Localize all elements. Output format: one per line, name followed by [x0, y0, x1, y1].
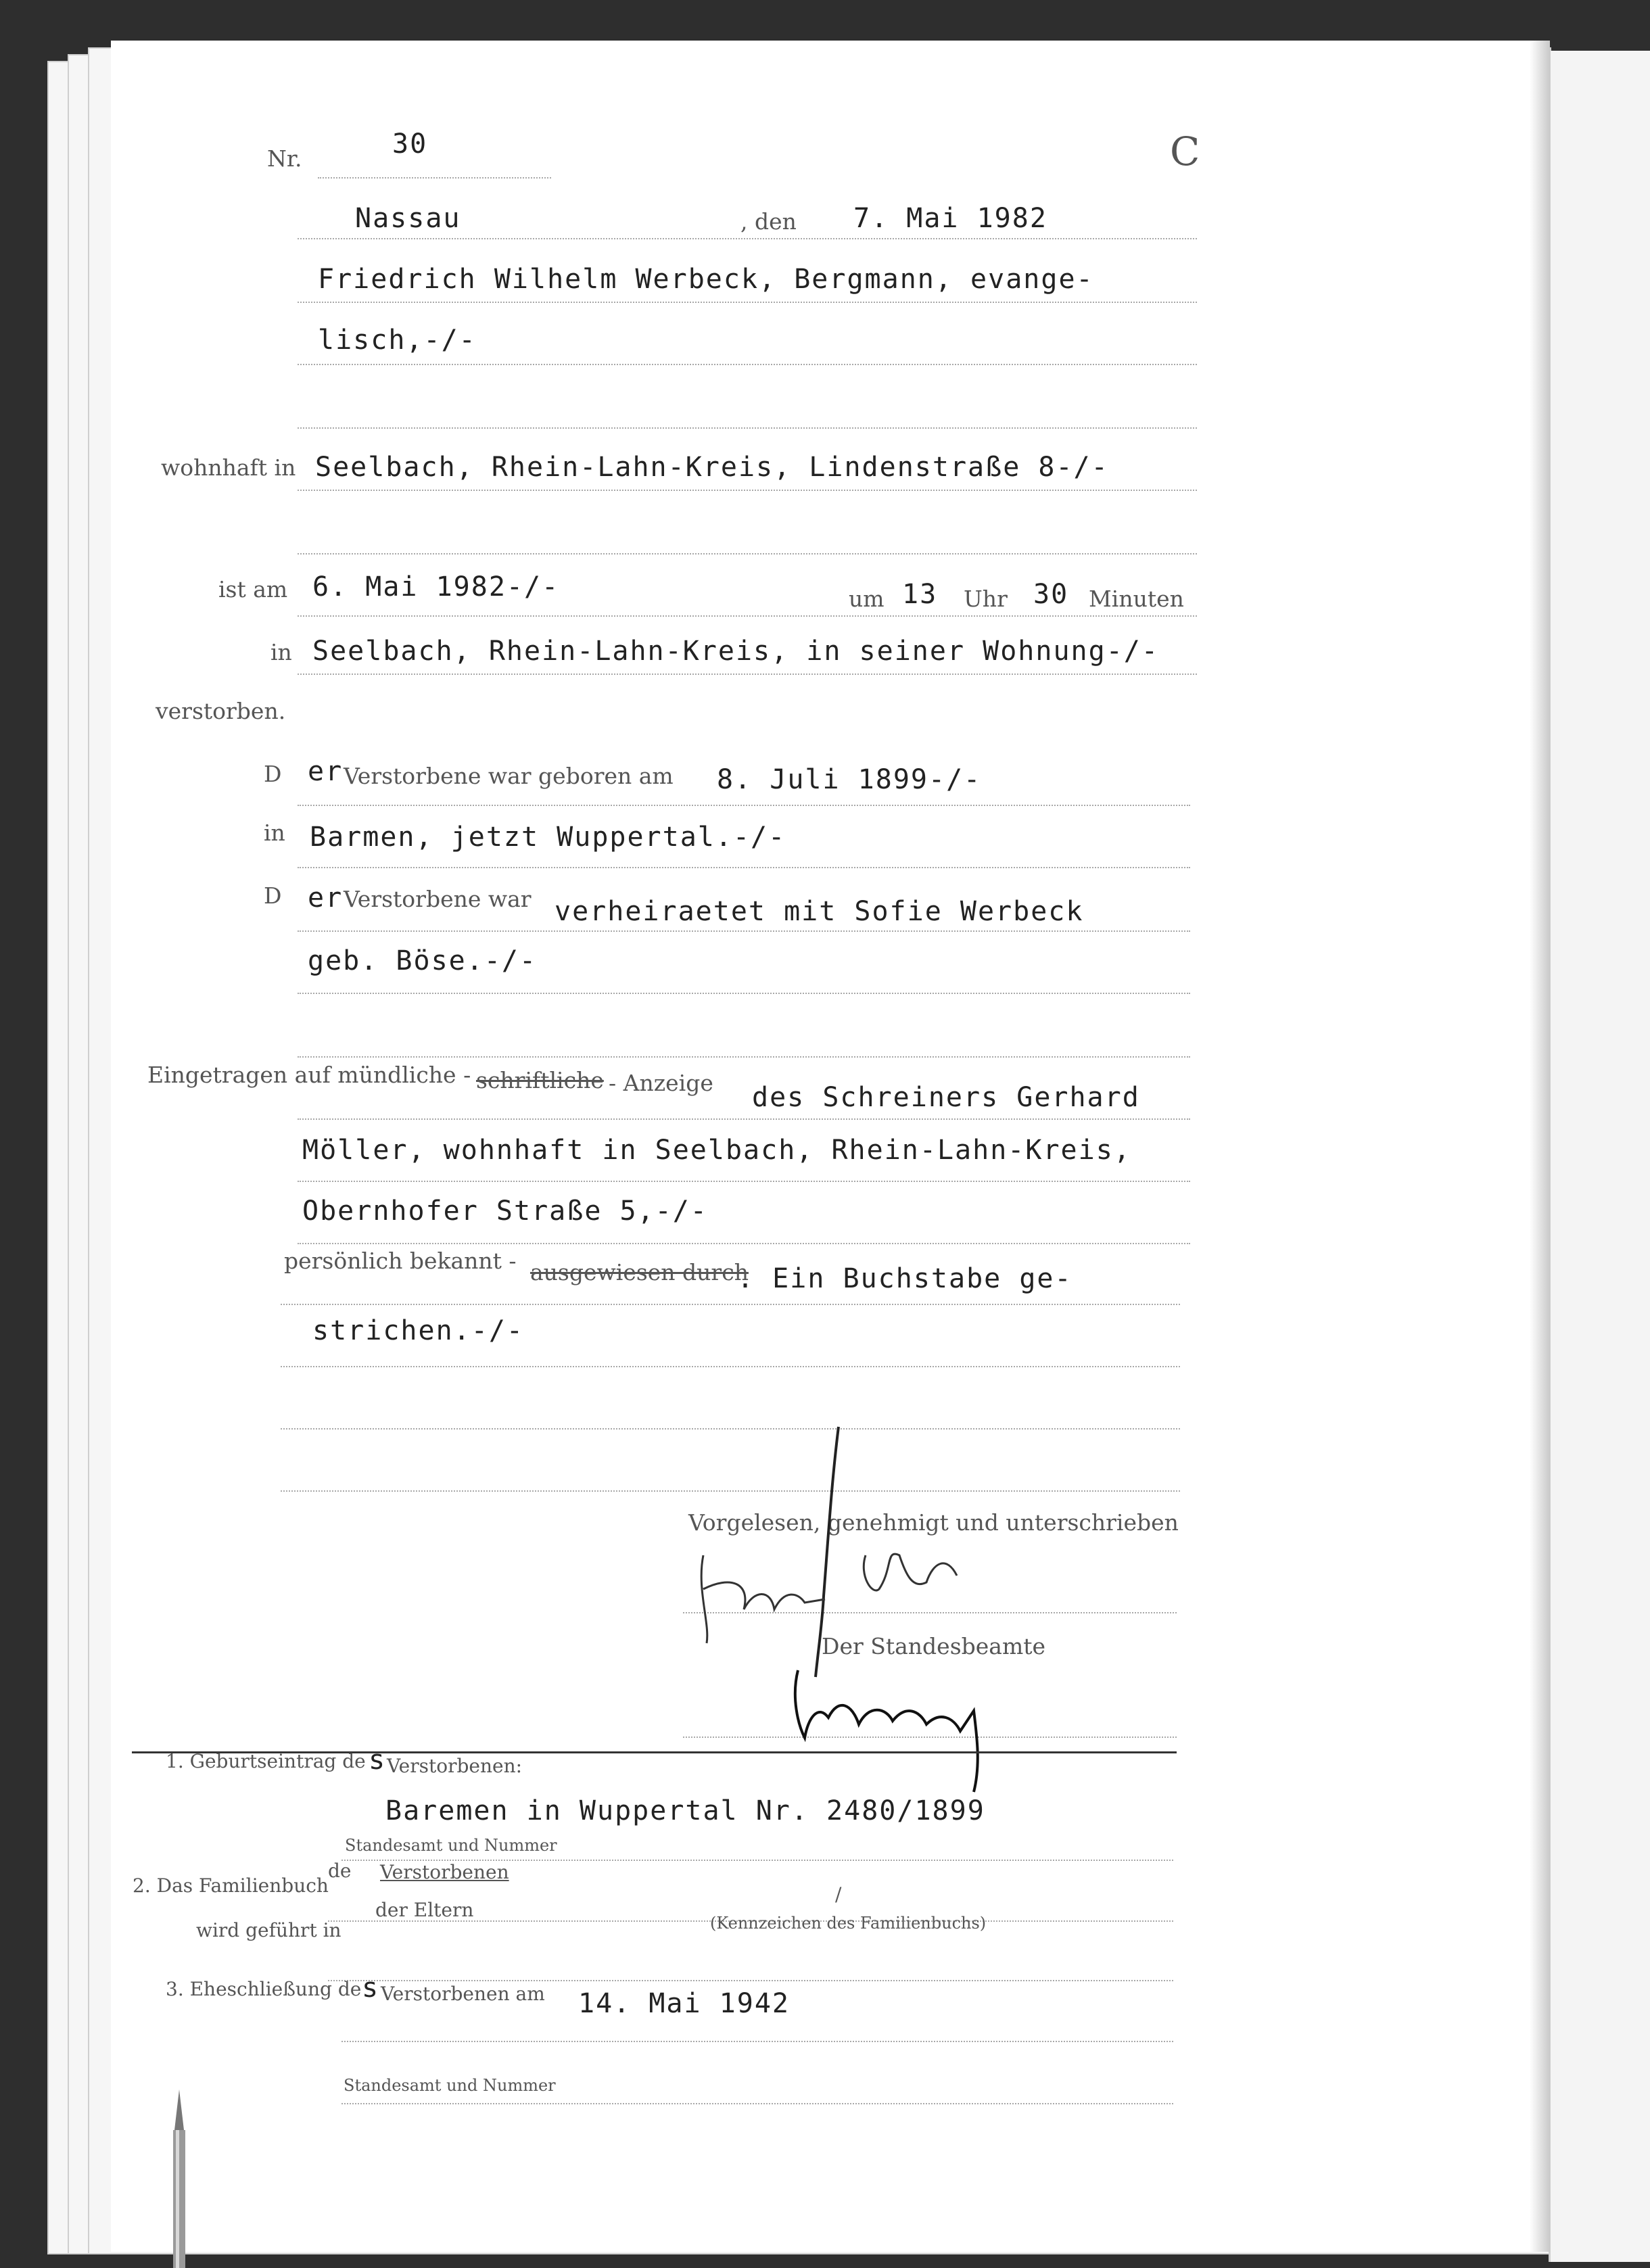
geburtseintrag-suffix: Verstorbenen:	[387, 1755, 523, 1777]
deceased-name-line1: Friedrich Wilhelm Werbeck, Bergmann, evange-	[318, 264, 1094, 295]
informant-line2: Möller, wohnhaft in Seelbach, Rhein-Lahn-Kreis,	[302, 1135, 1131, 1166]
rule	[298, 1056, 1190, 1058]
eheschliessung-s: s	[362, 1972, 380, 2004]
rule	[298, 302, 1197, 303]
familienbuch-de: de	[328, 1860, 352, 1882]
bekannt-note: . Ein Buchstabe ge-	[737, 1263, 1072, 1294]
in-label: in	[270, 639, 292, 665]
place-value: Nassau	[355, 203, 461, 234]
vorgelesen-label: Vorgelesen, genehmigt und unterschrieben	[688, 1509, 1179, 1536]
rule	[298, 553, 1197, 554]
familienbuch-label: 2. Das Familienbuch	[133, 1874, 329, 1897]
death-date: 6. Mai 1982-/-	[312, 571, 560, 603]
bekannt-note-line2: strichen.-/-	[312, 1315, 524, 1346]
rule	[341, 2041, 1173, 2042]
familienbuch-eltern: der Eltern	[375, 1899, 474, 1921]
rule	[318, 177, 551, 179]
kennzeichen-caption: (Kennzeichen des Familienbuchs)	[710, 1914, 987, 1933]
standesamt-caption-2: Standesamt und Nummer	[344, 2076, 556, 2095]
pen-pointer	[149, 2089, 203, 2268]
death-place: Seelbach, Rhein-Lahn-Kreis, in seiner Wohnung-/-	[312, 636, 1159, 667]
birth-date: 8. Juli 1899-/-	[717, 764, 982, 795]
familienbuch-verstorbenen: Verstorbenen	[380, 1861, 509, 1883]
um-label: um	[849, 586, 885, 612]
rule	[298, 993, 1190, 994]
rule	[298, 674, 1197, 675]
verstorben-label: verstorben.	[156, 698, 286, 724]
birth-register-entry: Baremen in Wuppertal Nr. 2480/1899	[385, 1795, 985, 1826]
rule	[328, 1980, 1173, 1981]
standesbeamte-label: Der Standesbeamte	[822, 1633, 1046, 1659]
eheschliessung-suffix: Verstorbenen am	[381, 1983, 545, 2005]
den-label: , den	[740, 208, 797, 235]
marriage-date: 14. Mai 1942	[578, 1988, 790, 2019]
minuten-label: Minuten	[1089, 586, 1184, 612]
familienbuch-wird: wird geführt in	[196, 1919, 341, 1941]
informant-signature	[690, 1420, 1204, 1799]
register-number: 30	[392, 128, 428, 160]
rule	[298, 490, 1197, 491]
rule	[298, 238, 1197, 239]
gender-ending: er	[308, 756, 344, 787]
spine-shadow	[1530, 41, 1550, 2252]
geboren-label: Verstorbene war geboren am	[344, 763, 674, 789]
rule	[298, 805, 1190, 806]
informant-line3: Obernhofer Straße 5,-/-	[302, 1196, 708, 1227]
war-label: Verstorbene war	[344, 886, 532, 912]
informant-line1: des Schreiners Gerhard	[752, 1082, 1140, 1113]
rule	[298, 1181, 1190, 1182]
schriftliche-struck: schriftliche	[476, 1067, 604, 1093]
marital-status-line1: verheiraetet mit Sofie Werbeck	[555, 896, 1084, 927]
rule	[298, 1243, 1190, 1244]
marital-status-line2: geb. Böse.-/-	[308, 945, 538, 976]
ist-am-label: ist am	[218, 576, 288, 603]
eingetragen-label: Eingetragen auf mündliche -	[147, 1062, 471, 1088]
geburtseintrag-s: s	[369, 1745, 387, 1776]
wohnhaft-label: wohnhaft in	[161, 454, 296, 481]
nr-label: Nr.	[267, 145, 302, 172]
d-label: D	[264, 761, 282, 787]
rule	[298, 867, 1190, 868]
rule	[298, 1118, 1190, 1120]
facing-page	[1549, 51, 1650, 2262]
death-minute: 30	[1033, 579, 1069, 610]
eheschliessung-label: 3. Eheschließung de	[166, 1978, 362, 2000]
standesamt-caption: Standesamt und Nummer	[345, 1836, 557, 1855]
ausgewiesen-struck: ausgewiesen durch	[530, 1259, 749, 1285]
register-letter: C	[1170, 128, 1200, 174]
rule	[281, 1366, 1180, 1367]
d-label-2: D	[264, 882, 282, 909]
rule	[341, 2103, 1173, 2104]
rule	[298, 615, 1197, 617]
rule	[281, 1304, 1180, 1305]
record-date: 7. Mai 1982	[853, 203, 1047, 234]
rule	[298, 364, 1197, 365]
anzeige-label: - Anzeige	[609, 1070, 713, 1096]
rule	[298, 930, 1190, 932]
residence-value: Seelbach, Rhein-Lahn-Kreis, Lindenstraße 8-/-	[315, 452, 1109, 483]
rule	[298, 427, 1197, 429]
uhr-label: Uhr	[964, 586, 1008, 612]
death-hour: 13	[902, 579, 938, 610]
deceased-name-line2: lisch,-/-	[318, 325, 477, 356]
familienbuch-slash: /	[835, 1883, 842, 1906]
geburtseintrag-label: 1. Geburtseintrag de	[166, 1750, 366, 1772]
birth-in-label: in	[264, 820, 285, 846]
bekannt-label: persönlich bekannt -	[284, 1248, 517, 1274]
gender-ending-2: er	[308, 882, 344, 914]
birth-place: Barmen, jetzt Wuppertal.-/-	[310, 822, 786, 853]
